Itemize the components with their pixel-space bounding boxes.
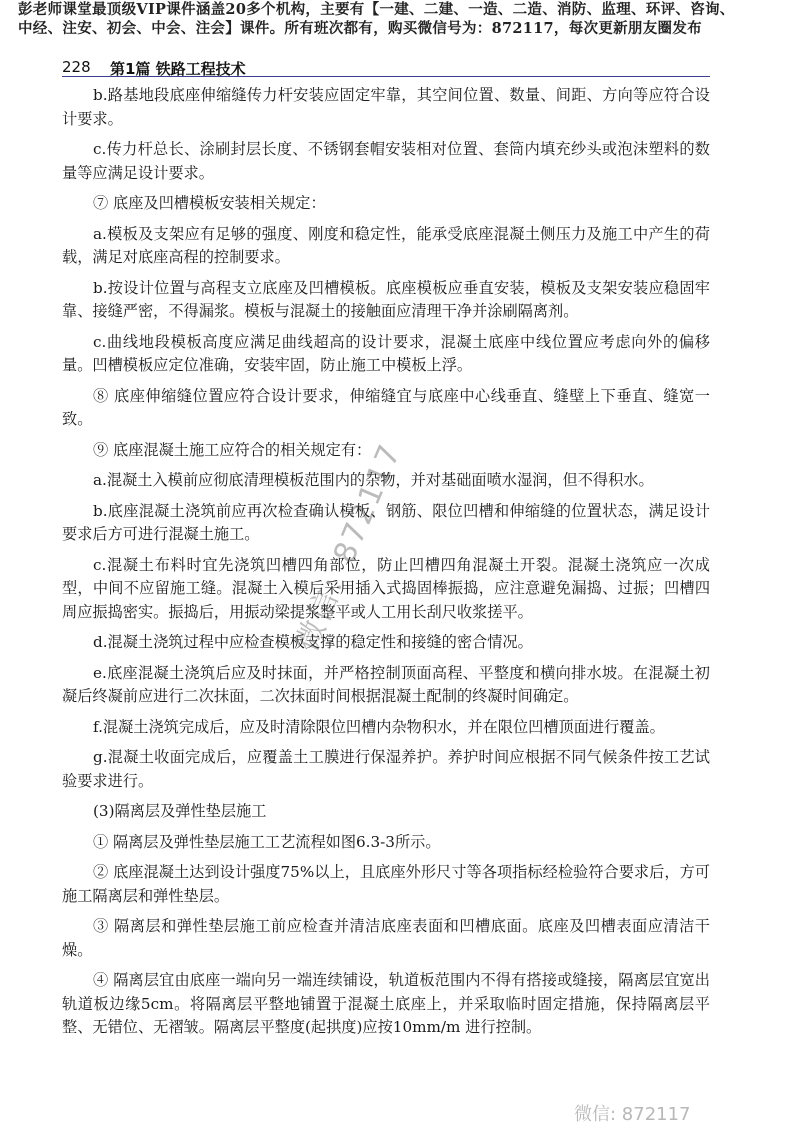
running-header bbox=[62, 52, 710, 77]
paragraph: ⑦ 底座及凹槽模板安装相关规定： bbox=[93, 194, 326, 212]
paragraph: c.混凝土布料时宜先浇筑凹槽四角部位，防止凹槽四角混凝土开裂。混凝土浇筑应一次成型，中间不应留施工缝。混凝土入模后采用插入式捣固棒振捣，应注意避免漏捣、过振；凹槽四周应振捣密实。振捣后，用振动梁提浆整平或人工用长刮尺收浆搓平。 bbox=[62, 555, 710, 621]
paragraph: c.传力杆总长、涂刷封层长度、不锈钢套帽安装相对位置、套筒内填充纱头或泡沫塑料的数量等应满足设计要求。 bbox=[62, 140, 710, 182]
footer-watermark: 微信: 872117 bbox=[574, 1104, 691, 1125]
promo-banner-line-1: 彭老师课堂最顶级VIP课件涵盖20多个机构，主要有【一建、二建、一造、二造、消防、监理、环评、咨询、 bbox=[18, 1, 735, 18]
paragraph: c.曲线地段模板高度应满足曲线超高的设计要求，混凝土底座中线位置应考虑向外的偏移量。凹槽模板应定位准确，安装牢固，防止施工中模板上浮。 bbox=[62, 332, 710, 374]
promo-banner-line-2: 中经、注安、初会、中会、注会】课件。所有班次都有，购买微信号为：872117，每次更新朋友圈发布 bbox=[18, 20, 702, 37]
paragraph: d.混凝土浇筑过程中应检查模板支撑的稳定性和接缝的密合情况。 bbox=[93, 633, 533, 651]
paragraph: f.混凝土浇筑完成后，应及时清除限位凹槽内杂物积水，并在限位凹槽顶面进行覆盖。 bbox=[93, 717, 665, 736]
paragraph: a.混凝土入模前应彻底清理模板范围内的杂物，并对基础面喷水湿润，但不得积水。 bbox=[93, 471, 654, 489]
paragraph: b.底座混凝土浇筑前应再次检查确认模板、钢筋、限位凹槽和伸缩缝的位置状态，满足设计要求后方可进行混凝土施工。 bbox=[62, 501, 710, 543]
paragraph: ⑧ 底座伸缩缝位置应符合设计要求，伸缩缝宜与底座中心线垂直、缝壁上下垂直、缝宽一致。 bbox=[62, 386, 710, 428]
paragraph: g.混凝土收面完成后，应覆盖土工膜进行保湿养护。养护时间应根据不同气候条件按工艺试验要求进行。 bbox=[62, 748, 710, 790]
paragraph: ⑨ 底座混凝土施工应符合的相关规定有： bbox=[93, 440, 372, 459]
diagonal-watermark: 微信：872117 bbox=[289, 438, 409, 657]
paragraph: b.按设计位置与高程支立底座及凹槽模板。底座模板应垂直安装，模板及支架安装应稳固牢靠、接缝严密，不得漏浆。模板与混凝土的接触面应清理干净并涂刷隔离剂。 bbox=[62, 278, 710, 320]
paragraph: b.路基地段底座伸缩缝传力杆安装应固定牢靠，其空间位置、数量、间距、方向等应符合设计要求。 bbox=[62, 86, 710, 128]
paragraph: ① 隔离层及弹性垫层施工工艺流程如图6.3-3所示。 bbox=[93, 832, 441, 851]
paragraph: ④ 隔离层宜由底座一端向另一端连续铺设，轨道板范围内不得有搭接或缝接，隔离层宜宽出轨道板边缘5cm。将隔离层平整地铺置于混凝土底座上，并采取临时固定措施，保持隔离层平整、无错位、无褶皱。隔离层平整度(起拱度)应按10mm/m 进行控制。 bbox=[62, 971, 710, 1036]
promo-banner bbox=[18, 0, 788, 38]
chapter-title: 第1篇 铁路工程技术 bbox=[110, 60, 246, 78]
paragraph: e.底座混凝土浇筑后应及时抹面，并严格控制顶面高程、平整度和横向排水坡。在混凝土初凝后终凝前应进行二次抹面，二次抹面时间根据混凝土配制的终凝时间确定。 bbox=[62, 663, 710, 705]
page-number: 228 bbox=[62, 58, 91, 76]
paragraph: ③ 隔离层和弹性垫层施工前应检查并清洁底座表面和凹槽底面。底座及凹槽表面应清洁干燥。 bbox=[62, 917, 710, 959]
paragraph: a.模板及支架应有足够的强度、刚度和稳定性，能承受底座混凝土侧压力及施工中产生的荷载，满足对底座高程的控制要求。 bbox=[62, 224, 710, 266]
body-text bbox=[62, 84, 710, 1047]
paragraph: ② 底座混凝土达到设计强度75%以上，且底座外形尺寸等各项指标经检验符合要求后，方可施工隔离层和弹性垫层。 bbox=[62, 863, 710, 905]
paragraph: (3)隔离层及弹性垫层施工 bbox=[93, 802, 267, 820]
